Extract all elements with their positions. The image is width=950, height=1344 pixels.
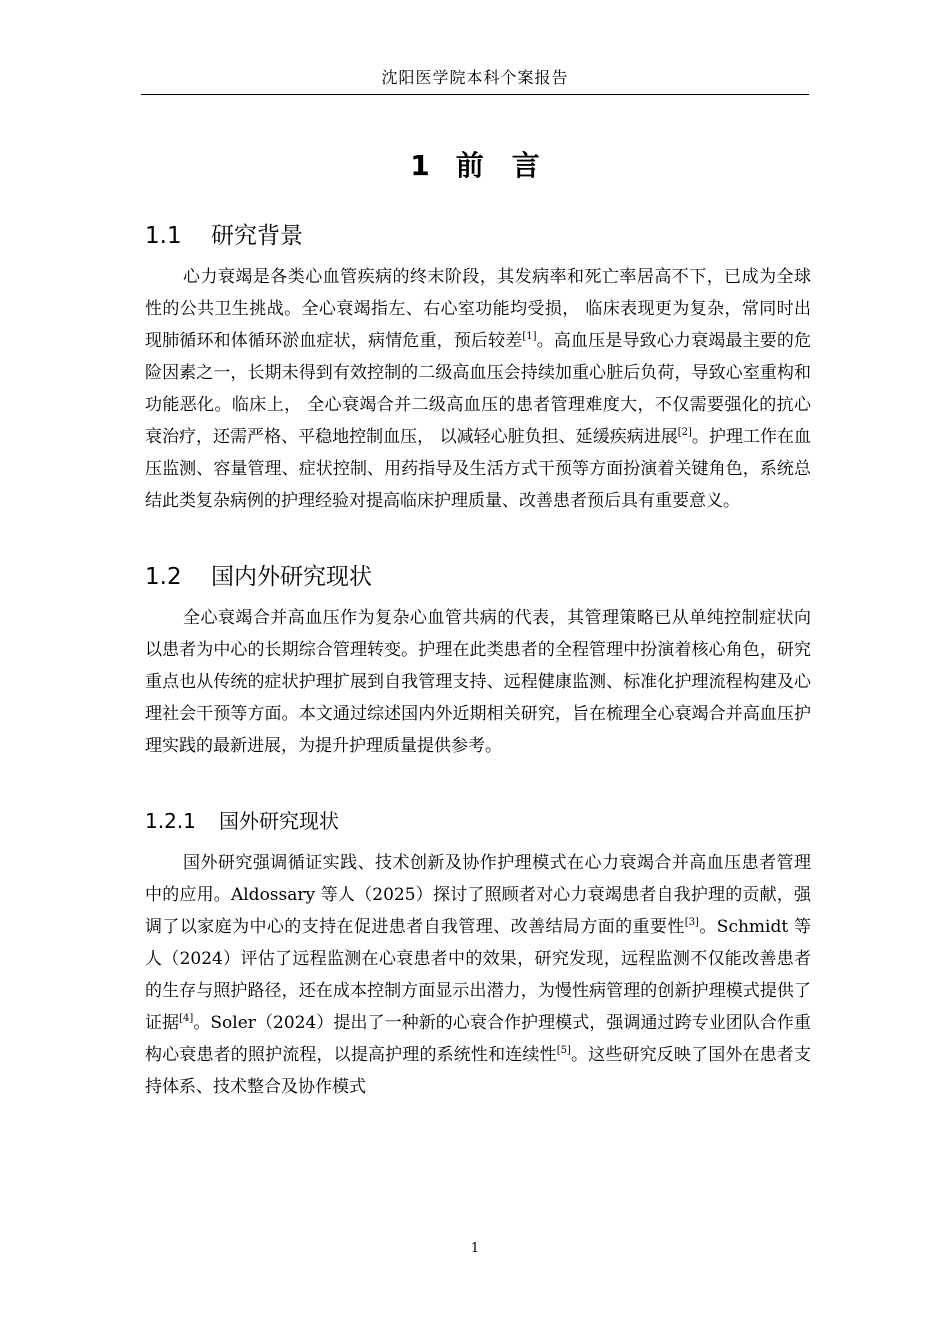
- section-heading-1-2: [145, 560, 372, 594]
- chapter-title: [141, 146, 809, 186]
- text-run: 全心衰竭合并高血压作为复杂心血管共病的代表，其管理策略已从单纯控制症状向以患者为中心的长期综合管理转变。护理在此类患者的全程管理中扮演着核心角色，研究重点也从传统的症状护理扩展到自我管理支持、远程健康监测、标准化护理流程构建及心理社会干预等方面。本文通过综述国内外近期相关研究，旨在梳理全心衰竭合并高血压护理实践的最新进展，为提升护理质量提供参考。: [145, 608, 811, 756]
- running-header: [141, 66, 809, 95]
- citation-ref: [3]: [684, 917, 699, 928]
- paragraph-background: [145, 261, 811, 517]
- chapter-title-char-2: 言: [511, 149, 540, 182]
- section-title: 国内外研究现状: [211, 564, 372, 590]
- chapter-title-char-1: 前: [455, 149, 484, 182]
- section-number: 1.1: [145, 223, 182, 249]
- page-number: 1: [470, 1241, 480, 1256]
- section-title: 国外研究现状: [219, 809, 339, 833]
- chapter-number: 1: [410, 149, 430, 182]
- citation-ref: [1]: [522, 331, 537, 342]
- paragraph-research-status: [145, 602, 811, 762]
- text-run: 。这些研究反映了国外在患者支持体系、技术整合及协作模式: [145, 1045, 812, 1097]
- section-title: 研究背景: [211, 223, 303, 249]
- text-run: 。Soler（2024）提出了一种新的心衰合作护理模式，强调通过跨专业团队合作重构心衰患者的照护流程，以提高护理的系统性和连续性: [145, 1013, 811, 1065]
- text-run: 心力衰竭是各类心血管疾病的终末阶段，其发病率和死亡率居高不下，已成为全球性的公共卫生挑战。全心衰竭指左、右心室功能均受损， 临床表现更为复杂，常同时出现肺循环和体循环淤血症状，病情危重，预后较差: [145, 267, 811, 351]
- citation-ref: [4]: [179, 1013, 194, 1024]
- citation-ref: [5]: [556, 1045, 571, 1056]
- text-run: 。Schmidt 等人（2024）评估了远程监测在心衰患者中的效果，研究发现，远程监测不仅能改善患者的生存与照护路径，还在成本控制方面显示出潜力，为慢性病管理的创新护理模式提供了证据: [145, 917, 811, 1033]
- section-heading-1-2-1: [145, 804, 339, 838]
- section-number: 1.2: [145, 564, 182, 590]
- paragraph-foreign-research: [145, 847, 811, 1103]
- text-run: 。护理工作在血压监测、容量管理、症状控制、用药指导及生活方式干预等方面扮演着关键角色，系统总结此类复杂病例的护理经验对提高临床护理质量、改善患者预后具有重要意义。: [145, 427, 811, 511]
- section-heading-1-1: [145, 219, 303, 253]
- text-run: 国外研究强调循证实践、技术创新及协作护理模式在心力衰竭合并高血压患者管理中的应用。Aldossary 等人（2025）探讨了照顾者对心力衰竭患者自我护理的贡献，强调了以家庭为中心的支持在促进患者自我管理、改善结局方面的重要性: [145, 853, 811, 937]
- text-run: 。高血压是导致心力衰竭最主要的危险因素之一，长期未得到有效控制的二级高血压会持续加重心脏后负荷，导致心室重构和功能恶化。临床上， 全心衰竭合并二级高血压的患者管理难度大，不仅需要强化的抗心衰治疗，还需严格、平稳地控制血压， 以减轻心脏负担、延缓疾病进展: [145, 331, 812, 447]
- running-header-title: 沈阳医学院本科个案报告: [381, 68, 569, 87]
- citation-ref: [2]: [677, 427, 692, 438]
- section-number: 1.2.1: [145, 809, 196, 833]
